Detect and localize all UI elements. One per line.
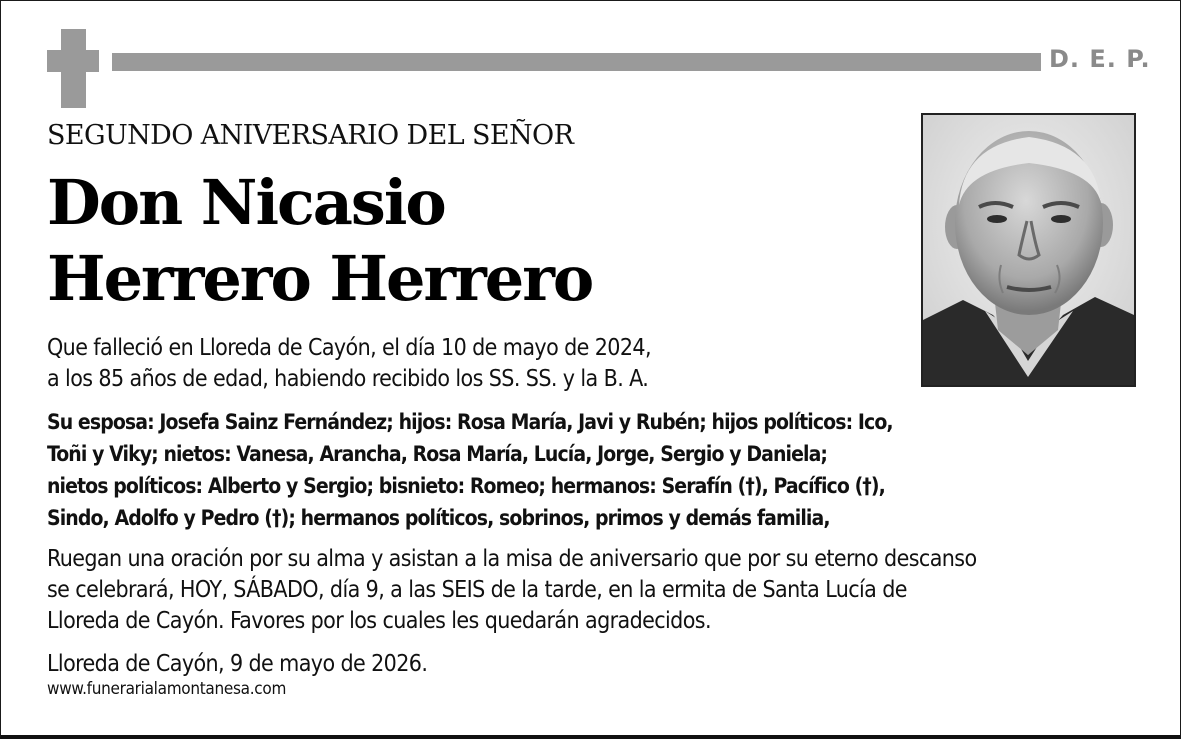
name-line-1: Don Nicasio: [47, 166, 445, 239]
prayer-request: [47, 544, 977, 637]
family-line: Su esposa: Josefa Sainz Fernández; hijos: Rosa María, Javi y Rubén; hijos políticos: Ico,: [47, 410, 893, 434]
website-link[interactable]: www.funerarialamontanesa.com: [47, 679, 287, 699]
place-date: Lloreda de Cayón, 9 de mayo de 2026.: [47, 651, 428, 677]
death-notice: [47, 333, 651, 395]
family-list: [47, 406, 893, 534]
portrait-image: [923, 115, 1134, 385]
death-notice-line: Que falleció en Lloreda de Cayón, el día 10 de mayo de 2024,: [47, 335, 651, 361]
header-divider: [112, 53, 1041, 71]
anniversary-subtitle: SEGUNDO ANIVERSARIO DEL SEÑOR: [47, 120, 574, 151]
family-line: Toñi y Viky; nietos: Vanesa, Arancha, Rosa María, Lucía, Jorge, Sergio y Daniela;: [47, 442, 828, 466]
death-notice-line: a los 85 años de edad, habiendo recibido los SS. SS. y la B. A.: [47, 366, 649, 392]
cross-icon-bar: [47, 50, 99, 72]
prayer-line: Ruegan una oración por su alma y asistan a la misa de aniversario que por su eterno descanso: [47, 546, 977, 572]
prayer-line: se celebrará, HOY, SÁBADO, día 9, a las SEIS de la tarde, en la ermita de Santa Lucía de: [47, 577, 907, 603]
family-line: nietos políticos: Alberto y Sergio; bisnieto: Romeo; hermanos: Serafín (†), Pacífico (†),: [47, 474, 885, 498]
name-line-2: Herrero Herrero: [47, 242, 593, 315]
dep-label: D. E. P.: [1049, 45, 1151, 73]
portrait-photo: [921, 113, 1136, 387]
family-line: Sindo, Adolfo y Pedro (†); hermanos políticos, sobrinos, primos y demás familia,: [47, 506, 830, 530]
prayer-line: Lloreda de Cayón. Favores por los cuales les quedarán agradecidos.: [47, 608, 711, 634]
deceased-name: [47, 165, 592, 317]
